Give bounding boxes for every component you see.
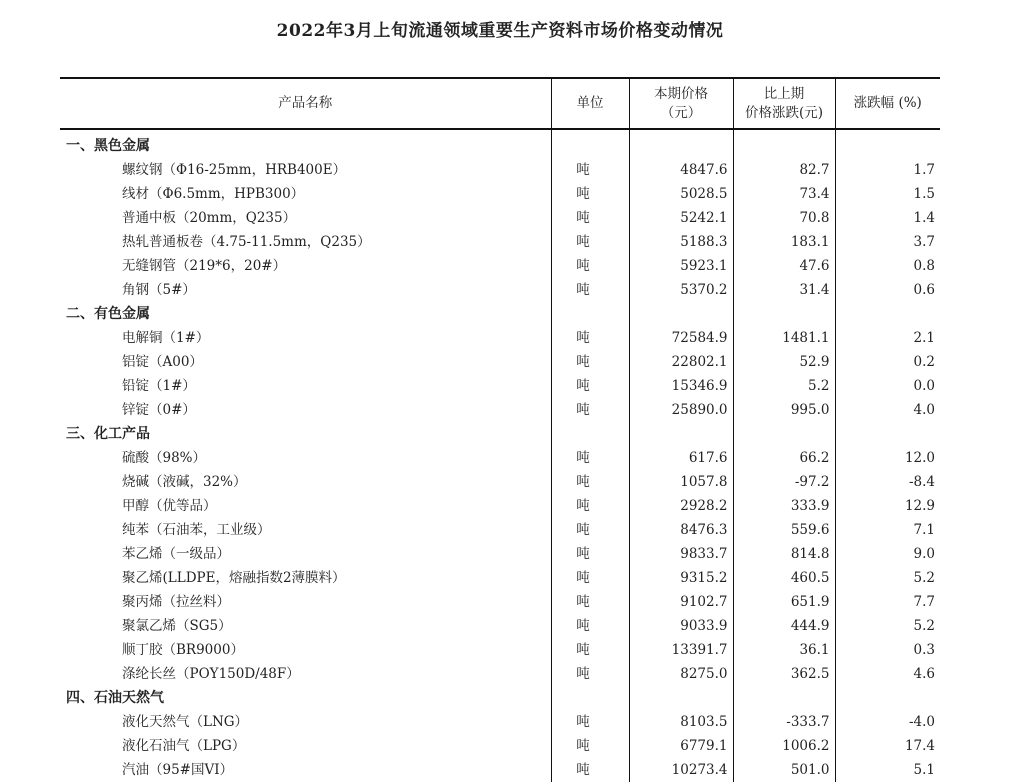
percent-cell: 1.5 (913, 186, 935, 202)
percent-cell: 7.7 (913, 594, 935, 610)
price-cell: 9102.7 (629, 590, 733, 614)
header-change-line2: 价格涨跌(元) (744, 104, 824, 121)
table-row (60, 590, 940, 614)
change-cell: 559.6 (733, 518, 835, 542)
price-cell: 4847.6 (629, 158, 733, 182)
header-percent (835, 78, 940, 129)
product-name-cell: 无缝钢管（219*6，20#） (60, 254, 551, 278)
unit-cell: 吨 (551, 590, 629, 614)
table-row (60, 566, 940, 590)
product-name-cell: 聚氯乙烯（SG5） (60, 614, 551, 638)
category-row (60, 302, 940, 326)
percent-cell: 0.3 (913, 642, 935, 658)
change-cell: 460.5 (733, 566, 835, 590)
change-cell (733, 302, 835, 326)
product-name-cell: 普通中板（20mm，Q235） (60, 206, 551, 230)
price-cell: 72584.9 (629, 326, 733, 350)
product-name-cell: 苯乙烯（一级品） (60, 542, 551, 566)
table-row (60, 734, 940, 758)
product-name-cell: 一、黑色金属 (60, 129, 551, 158)
price-cell: 10273.4 (629, 758, 733, 782)
price-cell: 5188.3 (629, 230, 733, 254)
change-cell: 183.1 (733, 230, 835, 254)
table-row (60, 446, 940, 470)
change-cell: 36.1 (733, 638, 835, 662)
header-unit-label: 单位 (576, 95, 604, 111)
product-name-cell: 涤纶长丝（POY150D/48F） (60, 662, 551, 686)
percent-cell: 12.0 (904, 450, 935, 466)
unit-cell (551, 686, 629, 710)
product-name-cell: 螺纹钢（Φ16-25mm，HRB400E） (60, 158, 551, 182)
product-name-cell: 硫酸（98%） (60, 446, 551, 470)
change-cell: 47.6 (733, 254, 835, 278)
price-cell: 8275.0 (629, 662, 733, 686)
price-cell: 9833.7 (629, 542, 733, 566)
price-cell: 2928.2 (629, 494, 733, 518)
unit-cell: 吨 (551, 446, 629, 470)
change-cell: 501.0 (733, 758, 835, 782)
percent-cell (835, 129, 940, 158)
price-cell: 8103.5 (629, 710, 733, 734)
product-name-cell: 三、化工产品 (60, 422, 551, 446)
price-cell: 6779.1 (629, 734, 733, 758)
table-row (60, 350, 940, 374)
product-name-cell: 顺丁胶（BR9000） (60, 638, 551, 662)
product-name-cell: 烧碱（液碱，32%） (60, 470, 551, 494)
unit-cell: 吨 (551, 614, 629, 638)
unit-cell: 吨 (551, 374, 629, 398)
change-cell (733, 129, 835, 158)
unit-cell (551, 422, 629, 446)
change-cell: 1481.1 (733, 326, 835, 350)
table-row (60, 662, 940, 686)
price-cell (629, 129, 733, 158)
percent-cell: 1.4 (913, 210, 935, 226)
category-row (60, 129, 940, 158)
product-name-cell: 角钢（5#） (60, 278, 551, 302)
table-header (60, 78, 940, 129)
unit-cell: 吨 (551, 278, 629, 302)
page-title: 2022年3月上旬流通领域重要生产资料市场价格变动情况 (276, 21, 724, 41)
unit-cell (551, 302, 629, 326)
percent-cell: 9.0 (913, 546, 935, 562)
unit-cell: 吨 (551, 566, 629, 590)
percent-cell: -8.4 (908, 474, 935, 490)
price-cell: 5242.1 (629, 206, 733, 230)
product-name-cell: 电解铜（1#） (60, 326, 551, 350)
unit-cell: 吨 (551, 254, 629, 278)
percent-cell (835, 422, 940, 446)
table-row (60, 614, 940, 638)
table-row (60, 326, 940, 350)
header-price (629, 78, 733, 129)
percent-cell: 5.2 (913, 618, 935, 634)
product-name-cell: 热轧普通板卷（4.75-11.5mm，Q235） (60, 230, 551, 254)
price-cell (629, 686, 733, 710)
unit-cell: 吨 (551, 638, 629, 662)
unit-cell: 吨 (551, 470, 629, 494)
change-cell: 31.4 (733, 278, 835, 302)
price-cell: 617.6 (629, 446, 733, 470)
product-name-cell: 纯苯（石油苯，工业级） (60, 518, 551, 542)
percent-cell: 17.4 (904, 738, 935, 754)
table-row (60, 710, 940, 734)
product-name-cell: 四、石油天然气 (60, 686, 551, 710)
product-name-cell: 二、有色金属 (60, 302, 551, 326)
table-row (60, 206, 940, 230)
product-name-cell: 甲醇（优等品） (60, 494, 551, 518)
table-body (60, 129, 940, 782)
table-row (60, 494, 940, 518)
change-cell: 82.7 (733, 158, 835, 182)
unit-cell: 吨 (551, 542, 629, 566)
table-row (60, 182, 940, 206)
unit-cell: 吨 (551, 158, 629, 182)
unit-cell: 吨 (551, 182, 629, 206)
percent-cell (835, 302, 940, 326)
change-cell: -333.7 (733, 710, 835, 734)
header-price-line2: （元） (660, 104, 702, 121)
change-cell: 995.0 (733, 398, 835, 422)
product-name-cell: 锌锭（0#） (60, 398, 551, 422)
product-name-cell: 汽油（95#国VI） (60, 758, 551, 782)
header-percent-label: 涨跌幅 (%) (853, 95, 922, 111)
change-cell: 66.2 (733, 446, 835, 470)
header-price-line1: 本期价格 (654, 85, 708, 102)
price-cell: 15346.9 (629, 374, 733, 398)
product-name-cell: 铅锭（1#） (60, 374, 551, 398)
unit-cell: 吨 (551, 326, 629, 350)
unit-cell: 吨 (551, 518, 629, 542)
header-unit (551, 78, 629, 129)
product-name-cell: 铝锭（A00） (60, 350, 551, 374)
unit-cell: 吨 (551, 734, 629, 758)
change-cell: 444.9 (733, 614, 835, 638)
table-row (60, 230, 940, 254)
price-cell: 8476.3 (629, 518, 733, 542)
price-cell: 25890.0 (629, 398, 733, 422)
product-name-cell: 液化石油气（LPG） (60, 734, 551, 758)
change-cell (733, 686, 835, 710)
change-cell: 5.2 (733, 374, 835, 398)
change-cell: 362.5 (733, 662, 835, 686)
change-cell: 73.4 (733, 182, 835, 206)
table-row (60, 518, 940, 542)
change-cell: 52.9 (733, 350, 835, 374)
price-cell: 1057.8 (629, 470, 733, 494)
price-cell: 9315.2 (629, 566, 733, 590)
percent-cell: 3.7 (913, 234, 935, 250)
price-cell: 22802.1 (629, 350, 733, 374)
unit-cell: 吨 (551, 398, 629, 422)
price-cell: 5923.1 (629, 254, 733, 278)
percent-cell: 0.0 (913, 378, 935, 394)
percent-cell (835, 686, 940, 710)
table-row (60, 398, 940, 422)
table-row (60, 542, 940, 566)
header-change-line1: 比上期 (763, 85, 805, 102)
unit-cell: 吨 (551, 494, 629, 518)
category-row (60, 686, 940, 710)
change-cell: 814.8 (733, 542, 835, 566)
unit-cell: 吨 (551, 350, 629, 374)
category-row (60, 422, 940, 446)
percent-cell: 2.1 (913, 330, 935, 346)
product-name-cell: 聚丙烯（拉丝料） (60, 590, 551, 614)
change-cell: 651.9 (733, 590, 835, 614)
change-cell (733, 422, 835, 446)
unit-cell: 吨 (551, 230, 629, 254)
percent-cell: 4.6 (913, 666, 935, 682)
price-cell: 13391.7 (629, 638, 733, 662)
table-row (60, 158, 940, 182)
price-table (60, 77, 940, 782)
product-name-cell: 线材（Φ6.5mm，HPB300） (60, 182, 551, 206)
percent-cell: 5.1 (913, 762, 935, 778)
change-cell: -97.2 (733, 470, 835, 494)
percent-cell: 0.6 (913, 282, 935, 298)
unit-cell (551, 129, 629, 158)
table-row (60, 470, 940, 494)
price-cell (629, 422, 733, 446)
percent-cell: 0.2 (913, 354, 935, 370)
change-cell: 70.8 (733, 206, 835, 230)
percent-cell: 4.0 (913, 402, 935, 418)
table-row (60, 278, 940, 302)
unit-cell: 吨 (551, 662, 629, 686)
percent-cell: 12.9 (904, 498, 935, 514)
price-cell: 5370.2 (629, 278, 733, 302)
unit-cell: 吨 (551, 710, 629, 734)
table-row (60, 254, 940, 278)
percent-cell: -4.0 (908, 714, 935, 730)
percent-cell: 5.2 (913, 570, 935, 586)
price-cell: 9033.9 (629, 614, 733, 638)
percent-cell: 1.7 (913, 162, 935, 178)
unit-cell: 吨 (551, 206, 629, 230)
table-row (60, 374, 940, 398)
table-row (60, 638, 940, 662)
header-product-name-label: 产品名称 (278, 95, 333, 111)
product-name-cell: 聚乙烯(LLDPE，熔融指数2薄膜料） (60, 566, 551, 590)
percent-cell: 7.1 (913, 522, 935, 538)
change-cell: 333.9 (733, 494, 835, 518)
product-name-cell: 液化天然气（LNG） (60, 710, 551, 734)
change-cell: 1006.2 (733, 734, 835, 758)
price-cell (629, 302, 733, 326)
unit-cell: 吨 (551, 758, 629, 782)
header-change (733, 78, 835, 129)
percent-cell: 0.8 (913, 258, 935, 274)
price-cell: 5028.5 (629, 182, 733, 206)
header-product-name (60, 78, 551, 129)
table-row (60, 758, 940, 782)
